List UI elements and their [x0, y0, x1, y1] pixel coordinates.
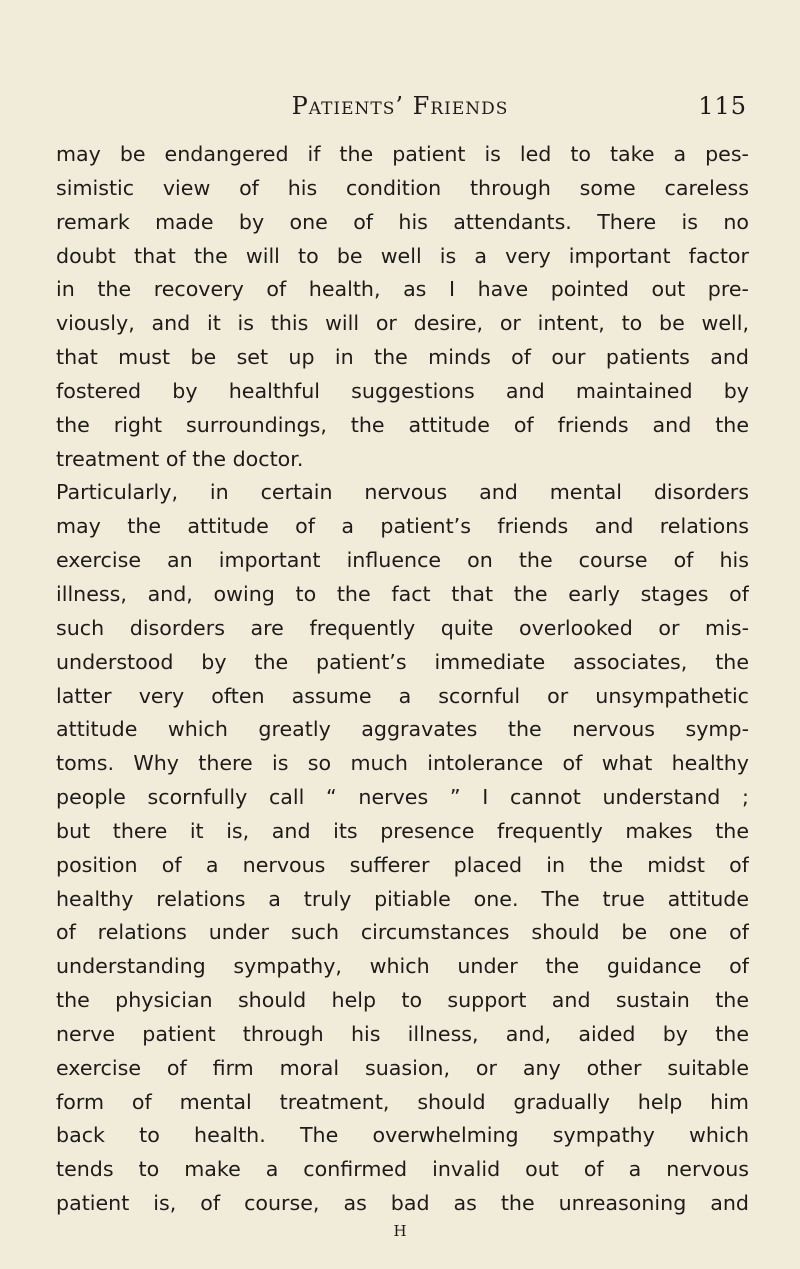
running-title: Patients’ Friends: [291, 92, 509, 120]
text-line: illness, and, owing to the fact that the early stages of: [56, 581, 749, 606]
text-line: may be endangered if the patient is led to take a pes-: [56, 142, 749, 166]
text-line: fostered by healthful suggestions and maintained by: [56, 378, 749, 403]
text-line: but there it is, and its presence frequently makes the: [56, 818, 749, 843]
body-text: [56, 138, 749, 1221]
text-line: doubt that the will to be well is a very important factor: [56, 243, 749, 268]
text-line: of relations under such circumstances should be one of: [56, 920, 749, 945]
text-line: Particularly, in certain nervous and mental disorders: [56, 480, 749, 505]
text-line: attitude which greatly aggravates the nervous symp-: [56, 717, 749, 742]
text-line: that must be set up in the minds of our patients and: [56, 345, 749, 370]
text-line: the physician should help to support and sustain the: [56, 988, 749, 1013]
text-line: back to health. The overwhelming sympathy which: [56, 1123, 749, 1148]
text-line: such disorders are frequently quite overlooked or mis-: [56, 615, 749, 640]
text-line: position of a nervous sufferer placed in the midst of: [56, 852, 749, 877]
text-line: toms. Why there is so much intolerance of what healthy: [56, 751, 749, 776]
text-line: exercise of firm moral suasion, or any other suitable: [56, 1055, 749, 1080]
text-line: simistic view of his condition through some careless: [56, 175, 749, 200]
text-line: latter very often assume a scornful or unsympathetic: [56, 683, 749, 708]
text-line: tends to make a confirmed invalid out of a nervous: [56, 1157, 749, 1182]
text-line: may the attitude of a patient’s friends and relations: [56, 514, 749, 539]
text-line: nerve patient through his illness, and, aided by the: [56, 1021, 749, 1046]
page-number: 115: [698, 92, 747, 120]
running-head: [0, 91, 800, 125]
text-line: treatment of the doctor.: [56, 446, 304, 471]
text-line: in the recovery of health, as I have pointed out pre-: [56, 277, 749, 302]
signature-mark: H: [393, 1222, 407, 1240]
text-line: exercise an important influence on the course of his: [56, 548, 749, 573]
text-line: patient is, of course, as bad as the unreasoning and: [56, 1191, 749, 1216]
text-line: people scornfully call “ nerves ” I cannot understand ;: [56, 785, 749, 810]
text-line: understanding sympathy, which under the guidance of: [56, 954, 749, 979]
text-line: remark made by one of his attendants. There is no: [56, 209, 749, 234]
text-line: viously, and it is this will or desire, or intent, to be well,: [56, 311, 749, 336]
text-line: the right surroundings, the attitude of friends and the: [56, 412, 749, 437]
text-line: understood by the patient’s immediate associates, the: [56, 649, 749, 674]
text-line: healthy relations a truly pitiable one. The true attitude: [56, 886, 749, 911]
text-line: form of mental treatment, should gradually help him: [56, 1089, 749, 1114]
